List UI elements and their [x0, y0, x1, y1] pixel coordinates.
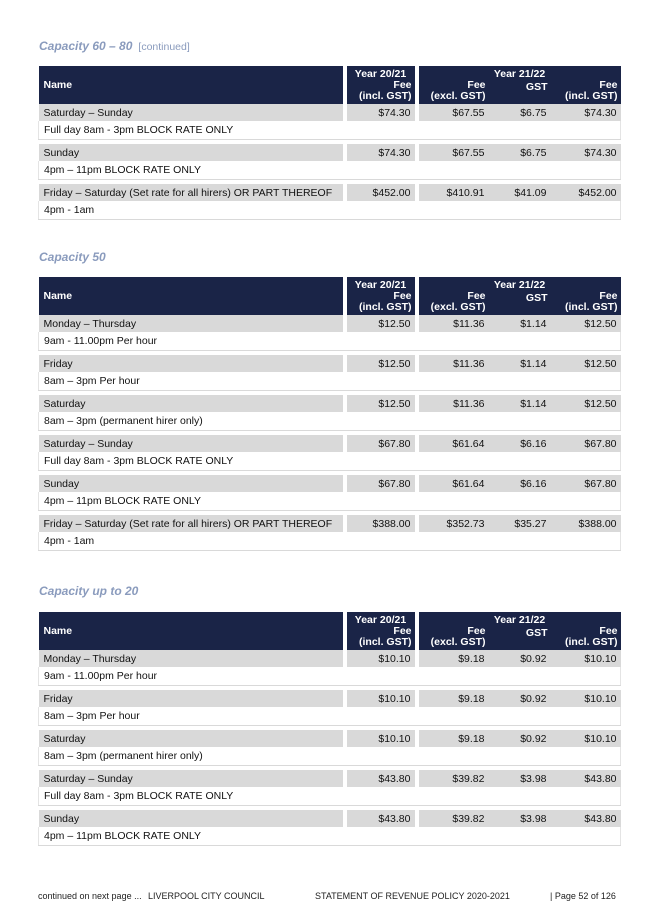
fee-incl: $67.80: [551, 435, 621, 452]
fee-name: Monday – Thursday: [39, 650, 343, 667]
table-header: [39, 66, 621, 104]
fee-excl: $9.18: [419, 690, 489, 707]
fee-excl: $352.73: [419, 515, 489, 532]
fee-prev-incl: $67.80: [347, 435, 415, 452]
section-title: Capacity up to 20: [39, 584, 139, 598]
fee-description: 4pm – 11pm BLOCK RATE ONLY: [39, 161, 621, 180]
header-name: Name: [39, 66, 343, 104]
fee-description: 4pm - 1am: [39, 201, 621, 220]
fee-prev-incl: $12.50: [347, 355, 415, 372]
fee-excl: $11.36: [419, 315, 489, 332]
continued-note: [continued]: [138, 41, 190, 53]
fee-incl: $43.80: [551, 770, 621, 787]
fee-excl: $9.18: [419, 650, 489, 667]
fee-row: [39, 395, 621, 412]
fee-row: [39, 770, 621, 787]
fee-excl: $67.55: [419, 144, 489, 161]
fee-incl: $452.00: [551, 184, 621, 201]
fee-gst: $41.09: [489, 184, 551, 201]
fee-name: Saturday: [39, 730, 343, 747]
fee-prev-incl: $74.30: [347, 144, 415, 161]
fee-description-row: [39, 667, 621, 686]
fee-name: Friday: [39, 690, 343, 707]
fee-gst: $6.75: [489, 104, 551, 121]
fee-description-row: [39, 201, 621, 220]
fee-prev-incl: $43.80: [347, 770, 415, 787]
fee-gst: $0.92: [489, 730, 551, 747]
fee-excl: $67.55: [419, 104, 489, 121]
fee-prev-incl: $10.10: [347, 690, 415, 707]
fee-name: Saturday – Sunday: [39, 435, 343, 452]
fee-name: Sunday: [39, 144, 343, 161]
fee-incl: $12.50: [551, 395, 621, 412]
fee-prev-incl: $452.00: [347, 184, 415, 201]
fee-gst: $6.16: [489, 435, 551, 452]
header-fee-incl: Fee (incl. GST): [551, 291, 621, 315]
header-name: Name: [39, 277, 343, 315]
fee-prev-incl: $10.10: [347, 650, 415, 667]
header-fee-excl: Fee (excl. GST): [419, 80, 489, 104]
fee-prev-incl: $388.00: [347, 515, 415, 532]
header-gst: GST: [489, 291, 551, 315]
fee-excl: $11.36: [419, 355, 489, 372]
fee-prev-incl: $12.50: [347, 395, 415, 412]
fee-gst: $1.14: [489, 315, 551, 332]
fee-description: 8am – 3pm (permanent hirer only): [39, 412, 621, 431]
fee-description-row: [39, 707, 621, 726]
header-gst: GST: [489, 80, 551, 104]
footer-continued: continued on next page ...: [38, 891, 142, 901]
fee-description-row: [39, 332, 621, 351]
header-name: Name: [39, 612, 343, 650]
fee-prev-incl: $12.50: [347, 315, 415, 332]
header-year-prev: Year 20/21: [347, 612, 415, 626]
fee-name: Saturday – Sunday: [39, 770, 343, 787]
fee-incl: $10.10: [551, 650, 621, 667]
fee-description-row: [39, 747, 621, 766]
fee-row: [39, 515, 621, 532]
fee-excl: $39.82: [419, 770, 489, 787]
fee-excl: $61.64: [419, 475, 489, 492]
header-year-curr: Year 21/22: [419, 277, 621, 291]
fee-gst: $0.92: [489, 650, 551, 667]
fee-row: [39, 435, 621, 452]
fee-prev-incl: $74.30: [347, 104, 415, 121]
fee-row: [39, 475, 621, 492]
fee-excl: $11.36: [419, 395, 489, 412]
footer-statement: STATEMENT OF REVENUE POLICY 2020-2021: [315, 891, 510, 901]
fee-row: [39, 730, 621, 747]
fee-description: 4pm - 1am: [39, 532, 621, 551]
fee-incl: $10.10: [551, 690, 621, 707]
fee-incl: $74.30: [551, 144, 621, 161]
fee-description-row: [39, 827, 621, 846]
header-fee-incl: Fee (incl. GST): [551, 80, 621, 104]
fee-description: 8am – 3pm Per hour: [39, 707, 621, 726]
fee-name: Monday – Thursday: [39, 315, 343, 332]
fee-description: 9am - 11.00pm Per hour: [39, 332, 621, 351]
header-fee-excl: Fee (excl. GST): [419, 291, 489, 315]
fee-gst: $6.16: [489, 475, 551, 492]
fee-row: [39, 810, 621, 827]
footer-page-number: | Page 52 of 126: [550, 891, 616, 901]
header-year-curr: Year 21/22: [419, 612, 621, 626]
header-year-prev: Year 20/21: [347, 277, 415, 291]
fee-prev-incl: $10.10: [347, 730, 415, 747]
fee-row: [39, 144, 621, 161]
fee-table: [38, 66, 621, 220]
header-fee-incl-prev: Fee (incl. GST): [347, 626, 415, 650]
fee-description: Full day 8am - 3pm BLOCK RATE ONLY: [39, 452, 621, 471]
fee-description-row: [39, 532, 621, 551]
fee-description-row: [39, 372, 621, 391]
header-fee-incl-prev: Fee (incl. GST): [347, 291, 415, 315]
fee-description: 8am – 3pm (permanent hirer only): [39, 747, 621, 766]
section-title: Capacity 50: [39, 250, 106, 264]
fee-incl: $43.80: [551, 810, 621, 827]
fee-excl: $410.91: [419, 184, 489, 201]
fee-excl: $39.82: [419, 810, 489, 827]
fee-gst: $1.14: [489, 395, 551, 412]
fee-description-row: [39, 787, 621, 806]
fee-name: Friday: [39, 355, 343, 372]
fee-incl: $10.10: [551, 730, 621, 747]
fee-name: Saturday – Sunday: [39, 104, 343, 121]
fee-row: [39, 184, 621, 201]
fee-name: Sunday: [39, 810, 343, 827]
fee-description-row: [39, 412, 621, 431]
fee-row: [39, 315, 621, 332]
fee-incl: $74.30: [551, 104, 621, 121]
fee-prev-incl: $43.80: [347, 810, 415, 827]
fee-description-row: [39, 121, 621, 140]
fee-excl: $9.18: [419, 730, 489, 747]
fee-description-row: [39, 492, 621, 511]
fee-excl: $61.64: [419, 435, 489, 452]
fee-table: [38, 612, 621, 846]
fee-description-row: [39, 452, 621, 471]
fee-name: Friday – Saturday (Set rate for all hirers) OR PART THEREOF: [39, 184, 343, 201]
fee-description-row: [39, 161, 621, 180]
fee-row: [39, 650, 621, 667]
fee-gst: $6.75: [489, 144, 551, 161]
header-fee-excl: Fee (excl. GST): [419, 626, 489, 650]
fee-description: Full day 8am - 3pm BLOCK RATE ONLY: [39, 787, 621, 806]
table-header: [39, 612, 621, 650]
fee-description: 9am - 11.00pm Per hour: [39, 667, 621, 686]
fee-incl: $12.50: [551, 315, 621, 332]
fee-name: Sunday: [39, 475, 343, 492]
fee-row: [39, 355, 621, 372]
fee-incl: $12.50: [551, 355, 621, 372]
fee-gst: $3.98: [489, 810, 551, 827]
footer-council: LIVERPOOL CITY COUNCIL: [148, 891, 265, 901]
table-header: [39, 277, 621, 315]
fee-row: [39, 104, 621, 121]
fee-description: 8am – 3pm Per hour: [39, 372, 621, 391]
section-title: Capacity 60 – 80 [continued]: [39, 39, 190, 53]
fee-incl: $388.00: [551, 515, 621, 532]
fee-description: 4pm – 11pm BLOCK RATE ONLY: [39, 827, 621, 846]
header-fee-incl-prev: Fee (incl. GST): [347, 80, 415, 104]
fee-gst: $1.14: [489, 355, 551, 372]
fee-name: Friday – Saturday (Set rate for all hirers) OR PART THEREOF: [39, 515, 343, 532]
header-year-curr: Year 21/22: [419, 66, 621, 80]
fee-prev-incl: $67.80: [347, 475, 415, 492]
fee-incl: $67.80: [551, 475, 621, 492]
header-gst: GST: [489, 626, 551, 650]
fee-gst: $0.92: [489, 690, 551, 707]
fee-name: Saturday: [39, 395, 343, 412]
fee-row: [39, 690, 621, 707]
fee-gst: $3.98: [489, 770, 551, 787]
header-year-prev: Year 20/21: [347, 66, 415, 80]
fee-description: Full day 8am - 3pm BLOCK RATE ONLY: [39, 121, 621, 140]
header-fee-incl: Fee (incl. GST): [551, 626, 621, 650]
fee-table: [38, 277, 621, 551]
fee-description: 4pm – 11pm BLOCK RATE ONLY: [39, 492, 621, 511]
fee-gst: $35.27: [489, 515, 551, 532]
